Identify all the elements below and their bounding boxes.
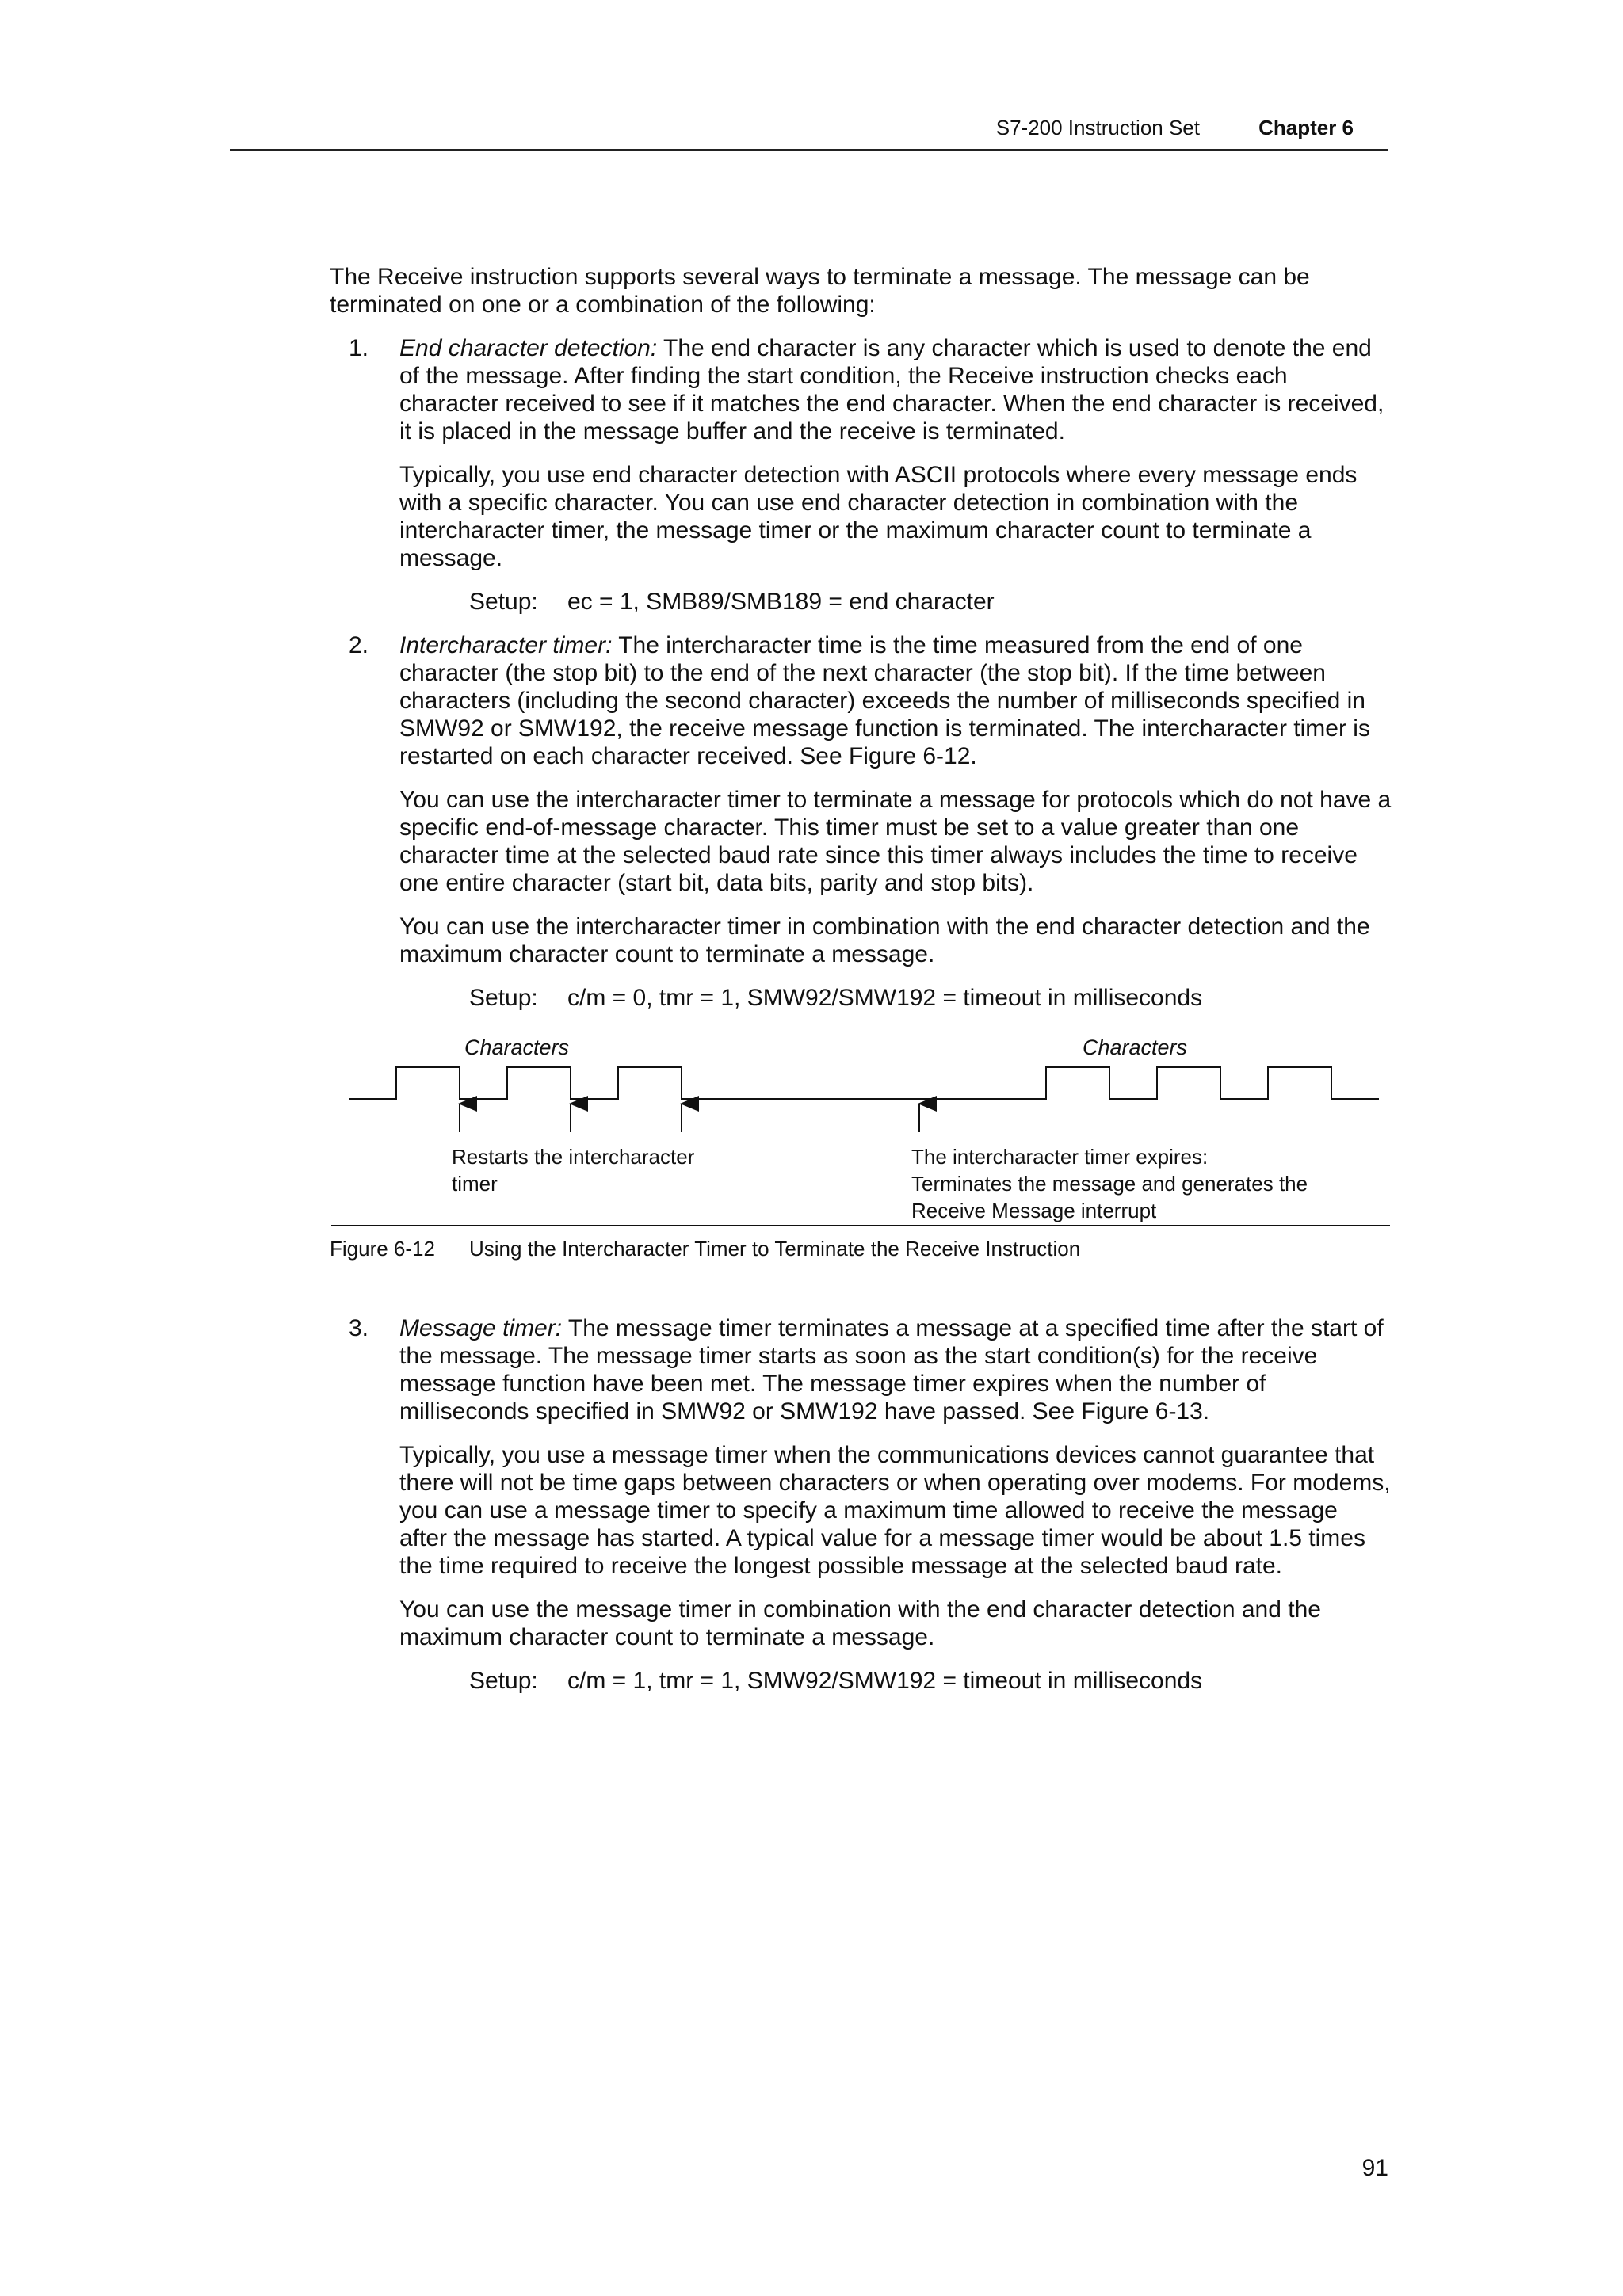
header-chapter: Chapter 6	[1258, 116, 1354, 139]
item-paragraph: Typically, you use a message timer when the communications devices cannot guarantee that there will not be time gaps between characters or when operating over modems. For modems, you can use a message timer to specify a maximum time allowed to receive the message after the message has started. A typical value for a message timer would be about 1.5 times the time required to receive the longest possible message at the selected baud rate.	[399, 1442, 1391, 1579]
setup-line-2	[399, 984, 1392, 1012]
setup-value: ec = 1, SMB89/SMB189 = end character	[567, 589, 995, 615]
item-number: 2.	[349, 632, 369, 658]
setup-line-1	[399, 588, 1392, 616]
item-number: 1.	[349, 335, 369, 361]
item-text: The message timer terminates a message at a specified time after the start of the message. The message timer starts as soon as the start condition(s) for the receive message function have been met. The message timer expires when the number of milliseconds specified in SMW92 or SMW192 have passed. See Figure 6-13.	[399, 1315, 1384, 1425]
intro-paragraph: The Receive instruction supports several ways to terminate a message. The message can be terminated on one or a combination of the following:	[330, 264, 1310, 318]
list-item-3	[330, 1314, 1392, 1651]
setup-value: c/m = 0, tmr = 1, SMW92/SMW192 = timeout in milliseconds	[567, 985, 1203, 1011]
note-expire-line3: Receive Message interrupt	[911, 1199, 1157, 1222]
item-paragraph: You can use the intercharacter timer to terminate a message for protocols which do not have a specific end-of-message character. This timer must be set to a value greater than one character time at the selected baud rate since this timer always includes the time to receive one entire character (start bit, data bits, parity and stop bits).	[399, 787, 1392, 896]
page-header	[230, 116, 1388, 151]
item-paragraph: You can use the intercharacter timer in combination with the end character detection and the maximum character count to terminate a message.	[399, 913, 1370, 967]
caption-number: Figure 6-12	[330, 1237, 435, 1261]
page-number: 91	[1361, 2155, 1388, 2181]
setup-label: Setup:	[469, 589, 538, 615]
item-paragraph: Typically, you use end character detection with ASCII protocols where every message ends with a specific character. You can use end character detection in combination with the intercharacter timer, the message timer or the maximum character count to terminate a message.	[399, 462, 1358, 571]
item-term: Message timer:	[399, 1315, 563, 1341]
label-characters-left: Characters	[464, 1035, 570, 1059]
item-term: Intercharacter timer:	[399, 632, 613, 658]
note-expire-line1: The intercharacter timer expires:	[911, 1145, 1209, 1169]
caption-text: Using the Intercharacter Timer to Terminate the Receive Instruction	[469, 1237, 1081, 1261]
item-number: 3.	[349, 1315, 369, 1341]
item-paragraph: You can use the message timer in combination with the end character detection and the maximum character count to terminate a message.	[399, 1596, 1321, 1650]
figure-6-12	[330, 1028, 1392, 1227]
item-term: End character detection:	[399, 335, 658, 361]
page-body	[330, 263, 1392, 1711]
setup-line-3	[399, 1667, 1392, 1695]
item-text: The end character is any character which is used to denote the end of the message. After finding the start condition, the Receive instruction checks each character received to see if it matches the end character. When the end character is received, it is placed in the message buffer and the receive is terminated.	[399, 335, 1384, 444]
item-text: The intercharacter time is the time measured from the end of one character (the stop bit) to the end of the next character (the stop bit). If the time between characters (including the second character) exceeds the number of milliseconds specified in SMW92 or SMW192, the receive message function is terminated. The intercharacter timer is restarted on each character received. See Figure 6-12.	[399, 632, 1370, 769]
setup-label: Setup:	[469, 985, 538, 1011]
label-characters-right: Characters	[1083, 1035, 1188, 1059]
timing-diagram	[330, 1028, 1392, 1227]
list-item-1	[330, 334, 1392, 572]
setup-label: Setup:	[469, 1668, 538, 1694]
note-expire-line2: Terminates the message and generates the	[911, 1172, 1308, 1196]
header-title: S7-200 Instruction Set	[995, 116, 1200, 139]
note-restart-line1: Restarts the intercharacter	[452, 1145, 695, 1169]
note-restart-line2: timer	[452, 1172, 498, 1196]
list-item-2	[330, 631, 1392, 968]
setup-value: c/m = 1, tmr = 1, SMW92/SMW192 = timeout in milliseconds	[567, 1668, 1203, 1694]
figure-caption	[330, 1237, 1392, 1261]
signal-waveform	[349, 1067, 1379, 1099]
